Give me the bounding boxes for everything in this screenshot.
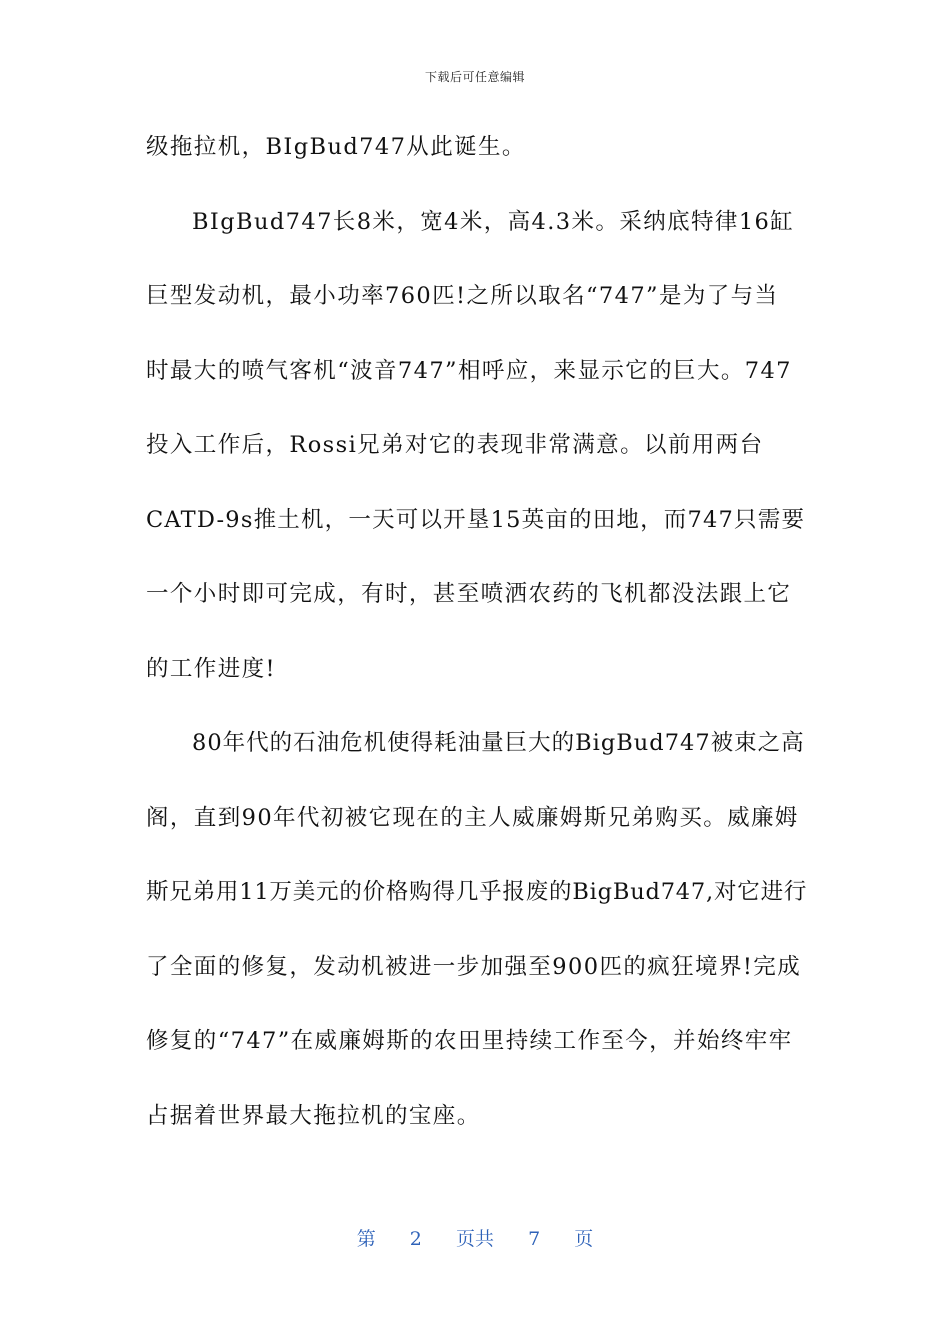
- page-total: 7: [528, 1228, 541, 1250]
- text-line: 级拖拉机，BIgBud747从此诞生。: [146, 134, 526, 160]
- text-line: 的工作进度!: [146, 655, 276, 682]
- text-line: 巨型发动机，最小功率760匹!之所以取名“747”是为了与当: [146, 283, 779, 309]
- text-line: 占据着世界最大拖拉机的宝座。: [146, 1102, 481, 1129]
- text-line: 一个小时即可完成，有时，甚至喷洒农药的飞机都没法跟上它: [146, 581, 792, 607]
- document-body: [146, 124, 810, 1167]
- page-middle: 页共: [455, 1228, 494, 1250]
- page-footer: [0, 1224, 950, 1251]
- text-line: 了全面的修复，发动机被进一步加强至900匹的疯狂境界!完成: [146, 953, 802, 980]
- text-line: 阁，直到90年代初被它现在的主人威廉姆斯兄弟购买。威廉姆: [146, 804, 799, 831]
- text-line: BIgBud747长8米，宽4米，高4.3米。采纳底特律16缸: [192, 208, 795, 235]
- page-suffix: 页: [574, 1228, 594, 1250]
- text-line: 时最大的喷气客机“波音747”相呼应，来显示它的巨大。747: [146, 357, 792, 384]
- text-line: 投入工作后，Rossi兄弟对它的表现非常满意。以前用两台: [146, 432, 764, 458]
- text-line: 修复的“747”在威廉姆斯的农田里持续工作至今，并始终牢牢: [146, 1028, 793, 1054]
- page-number: 2: [409, 1228, 422, 1250]
- page-prefix: 第: [356, 1228, 376, 1250]
- text-line: 斯兄弟用11万美元的价格购得几乎报废的BigBud747,对它进行: [146, 879, 808, 905]
- header-note: 下载后可任意编辑: [424, 70, 525, 84]
- text-line: CATD-9s推土机，一天可以开垦15英亩的田地，而747只需要: [146, 506, 806, 533]
- text-line: 80年代的石油危机使得耗油量巨大的BigBud747被束之高: [192, 730, 805, 756]
